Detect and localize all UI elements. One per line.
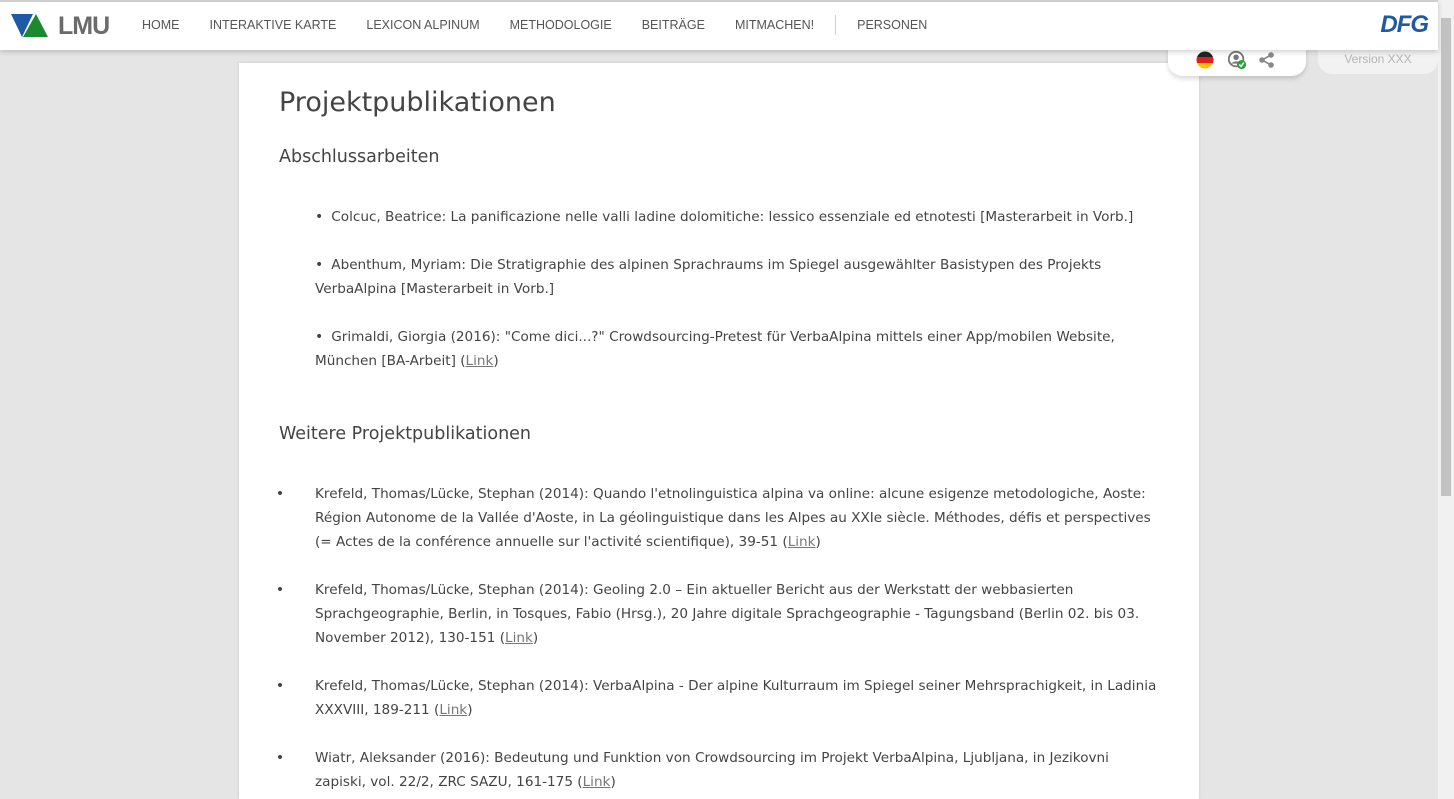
top-navigation-bar xyxy=(0,0,1438,50)
entry-link[interactable]: Link xyxy=(439,702,468,718)
nav-personen[interactable]: PERSONEN xyxy=(857,18,928,32)
page-title: Projektpublikationen xyxy=(279,87,556,118)
entry-link[interactable]: Link xyxy=(787,534,816,550)
bullet: • xyxy=(275,678,285,694)
nav-beitraege[interactable]: BEITRÄGE xyxy=(641,18,705,32)
entry-text-after: ) xyxy=(467,702,473,718)
entry-text: Colcuc, Beatrice: La panificazione nelle valli ladine dolomitiche: lessico essenziale ed etnotesti [Masterarbeit in Vorb.] xyxy=(331,209,1134,225)
scrollbar-thumb[interactable] xyxy=(1441,18,1451,496)
entry-text: Krefeld, Thomas/Lücke, Stephan (2014): Quando l'etnolinguistica alpina va online: alcune esigenze metodologiche, Aoste: Région Autonome de la Vallée d'Aoste, in La géolinguistique dans les Alpes au XXIe siècle. Méthodes, défis et perspectives (= Actes de la conférence annuelle sur l'activité scientifique), 39-51 ( xyxy=(315,486,1151,550)
bullet: • xyxy=(315,329,324,345)
list-item xyxy=(315,253,1163,301)
bullet: • xyxy=(275,750,285,766)
entry-link[interactable]: Link xyxy=(465,353,494,369)
entry-text-after: ) xyxy=(610,774,616,790)
section-title-abschlussarbeiten: Abschlussarbeiten xyxy=(279,147,440,167)
logo-text: LMU xyxy=(58,12,110,40)
verba-alpina-logo-icon xyxy=(11,13,51,39)
main-content xyxy=(239,63,1199,799)
tools-tab xyxy=(1168,46,1306,76)
german-flag-icon[interactable] xyxy=(1195,50,1215,70)
list-item xyxy=(275,746,1163,794)
entry-text: Krefeld, Thomas/Lücke, Stephan (2014): Geoling 2.0 – Ein aktueller Bericht aus der Werkstatt der webbasierten Sprachgeographie, Berlin, in Tosques, Fabio (Hrsg.), 20 Jahre digitale Sprachgeographie - Tagungsband (Berlin 02. bis 03. November 2012), 130-151 ( xyxy=(315,582,1140,646)
section-title-weitere-projektpublikationen: Weitere Projektpublikationen xyxy=(279,424,532,444)
nav-home[interactable]: HOME xyxy=(142,18,180,32)
dfg-logo[interactable]: DFG xyxy=(1380,11,1428,38)
entry-link[interactable]: Link xyxy=(582,774,611,790)
entry-text-after: ) xyxy=(532,630,539,646)
bullet: • xyxy=(275,582,285,598)
entry-text-after: ) xyxy=(493,353,499,369)
lmu-logo[interactable] xyxy=(11,13,111,39)
entry-text: Krefeld, Thomas/Lücke, Stephan (2014): VerbaAlpina - Der alpine Kulturraum im Spiegel seiner Mehrsprachigkeit, in Ladinia XXXVIII, 189-211 ( xyxy=(315,678,1157,718)
bullet: • xyxy=(275,486,285,502)
version-tab xyxy=(1318,46,1438,74)
nav-lexicon-alpinum[interactable]: LEXICON ALPINUM xyxy=(366,18,480,32)
entry-link[interactable]: Link xyxy=(505,630,533,646)
nav-interaktive-karte[interactable]: INTERAKTIVE KARTE xyxy=(209,18,337,32)
bullet: • xyxy=(315,257,324,273)
list-item xyxy=(315,205,1163,229)
version-label: Version XXX xyxy=(1344,52,1412,66)
entry-text: Abenthum, Myriam: Die Stratigraphie des alpinen Sprachraums im Spiegel ausgewählter Basistypen des Projekts VerbaAlpina [Masterarbeit in Vorb.] xyxy=(315,257,1102,297)
bullet: • xyxy=(315,209,324,225)
page-scrollbar[interactable] xyxy=(1438,0,1454,799)
list-item xyxy=(275,578,1163,650)
list-item xyxy=(275,482,1163,554)
nav-methodologie[interactable]: METHODOLOGIE xyxy=(509,18,612,32)
share-icon[interactable] xyxy=(1257,50,1277,70)
entry-text-after: ) xyxy=(815,534,821,550)
nav-mitmachen[interactable]: MITMACHEN! xyxy=(734,18,815,32)
main-nav xyxy=(127,2,942,48)
entry-text: Grimaldi, Giorgia (2016): "Come dici...?" Crowdsourcing-Pretest für VerbaAlpina mittels einer App/mobilen Website, München [BA-Arbeit] ( xyxy=(315,329,1115,369)
list-item xyxy=(275,674,1163,722)
entry-text: Wiatr, Aleksander (2016): Bedeutung und Funktion von Crowdsourcing im Projekt VerbaAlpina, Ljubljana, in Jezikovni zapiski, vol. 22/2, ZRC SAZU, 161-175 ( xyxy=(315,750,1109,790)
nav-divider xyxy=(835,15,836,35)
user-verified-icon[interactable] xyxy=(1227,50,1247,70)
list-item xyxy=(315,325,1163,373)
